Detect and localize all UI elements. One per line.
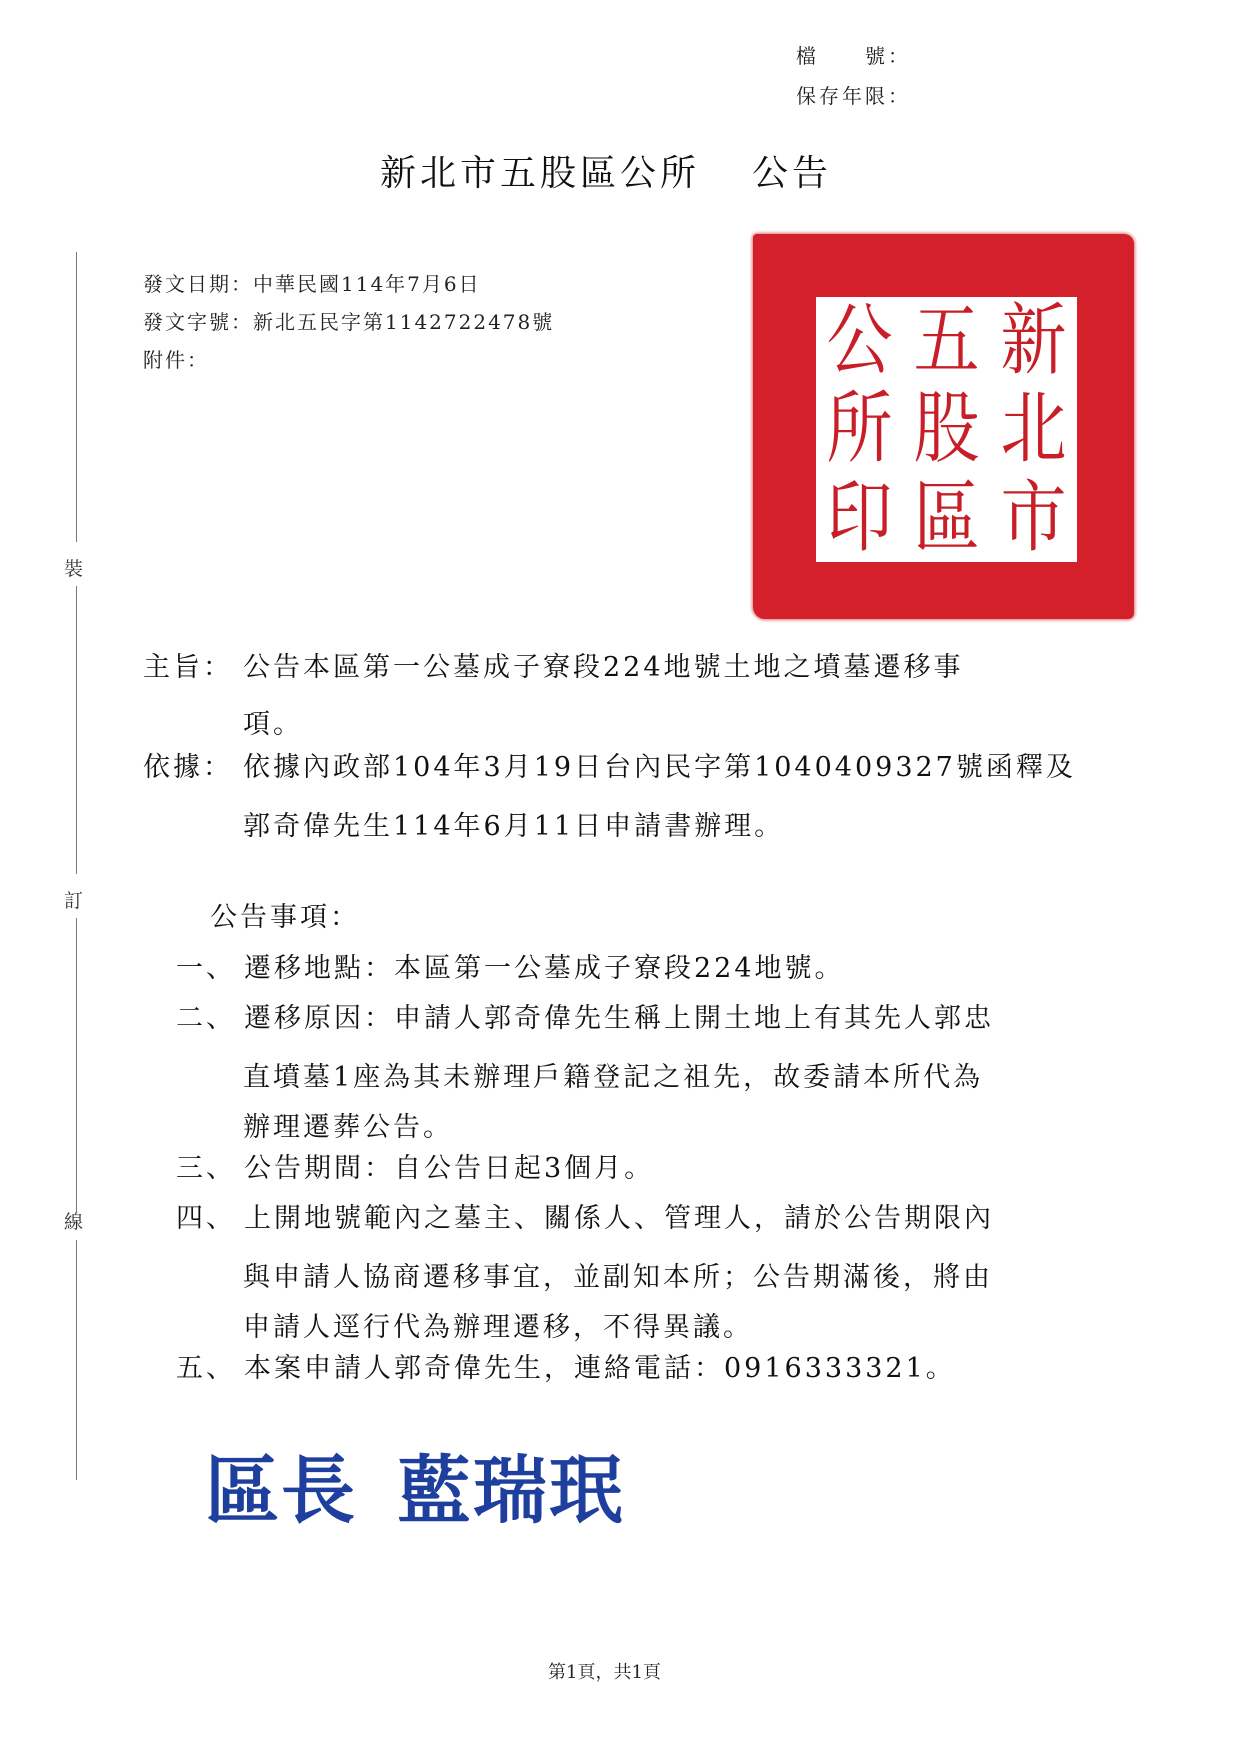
page-title	[380, 145, 832, 196]
page-number: 第1頁，共1頁	[548, 1662, 661, 1683]
binding-line-segment	[76, 1240, 77, 1480]
seal-inner-frame	[813, 294, 1080, 565]
agency-name: 新北市五股區公所	[380, 153, 701, 194]
attachment-label: 附件：	[143, 348, 209, 372]
subject-line-1	[143, 654, 964, 681]
binding-line-segment	[76, 586, 77, 874]
item-text: 遷移原因：申請人郭奇偉先生稱上開土地上有其先人郭忠	[244, 1003, 994, 1034]
seal-char: 印	[826, 471, 893, 563]
subject-text: 公告本區第一公墓成子寮段224地號土地之墳墓遷移事	[243, 652, 964, 683]
notice-item	[176, 1005, 994, 1032]
item-number: 三、	[176, 1153, 236, 1184]
item-number: 二、	[176, 1003, 236, 1034]
binding-mark-xian: 線	[64, 1211, 84, 1233]
file-number-label: 檔 號：	[796, 44, 911, 68]
subject-line-2: 項。	[243, 709, 303, 740]
notice-heading: 公告事項：	[210, 902, 360, 933]
signature-title: 區長	[205, 1448, 357, 1534]
seal-char: 公	[826, 295, 893, 386]
binding-mark-zhuang: 裝	[64, 558, 84, 580]
subject-label: 主旨：	[143, 652, 233, 683]
seal-char: 市	[1000, 471, 1067, 563]
item-number: 一、	[176, 953, 236, 984]
basis-text: 依據內政部104年3月19日台內民字第1040409327號函釋及	[243, 752, 1076, 783]
item-continuation: 申請人逕行代為辦理遷移，不得異議。	[243, 1312, 753, 1343]
seal-char: 新	[1000, 295, 1067, 386]
item-continuation: 辦理遷葬公告。	[243, 1112, 453, 1143]
item-text: 遷移地點：本區第一公墓成子寮段224地號。	[244, 953, 845, 984]
item-continuation: 直墳墓1座為其未辦理戶籍登記之祖先，故委請本所代為	[243, 1062, 984, 1093]
seal-char: 區	[913, 471, 980, 563]
item-number: 四、	[176, 1203, 236, 1234]
notice-item	[176, 1155, 654, 1182]
item-continuation: 與申請人協商遷移事宜，並副知本所；公告期滿後，將由	[243, 1262, 993, 1293]
district-chief-signature	[205, 1432, 625, 1538]
issue-date: 發文日期：中華民國114年7月6日	[143, 272, 481, 296]
basis-line-1	[143, 754, 1076, 781]
seal-char: 五	[913, 295, 980, 386]
item-number: 五、	[176, 1353, 236, 1384]
official-seal	[753, 234, 1134, 619]
notice-item	[176, 1205, 994, 1232]
item-text: 公告期間：自公告日起3個月。	[244, 1153, 655, 1184]
basis-label: 依據：	[143, 752, 233, 783]
binding-line-segment	[76, 918, 77, 1212]
document-type: 公告	[752, 153, 833, 194]
seal-char: 北	[1000, 383, 1067, 475]
basis-line-2: 郭奇偉先生114年6月11日申請書辦理。	[243, 811, 785, 842]
binding-line-segment	[76, 252, 77, 542]
notice-item	[176, 1355, 956, 1382]
notice-item	[176, 955, 845, 982]
document-number: 發文字號：新北五民字第1142722478號	[143, 310, 555, 334]
retention-period-label: 保存年限：	[796, 84, 911, 108]
binding-mark-ding: 訂	[64, 890, 84, 912]
seal-char: 所	[826, 383, 893, 475]
item-text: 本案申請人郭奇偉先生，連絡電話：0916333321。	[244, 1353, 956, 1384]
item-text: 上開地號範內之墓主、關係人、管理人，請於公告期限內	[244, 1203, 994, 1234]
seal-char: 股	[913, 383, 980, 475]
signature-name: 藍瑞珉	[397, 1448, 625, 1534]
